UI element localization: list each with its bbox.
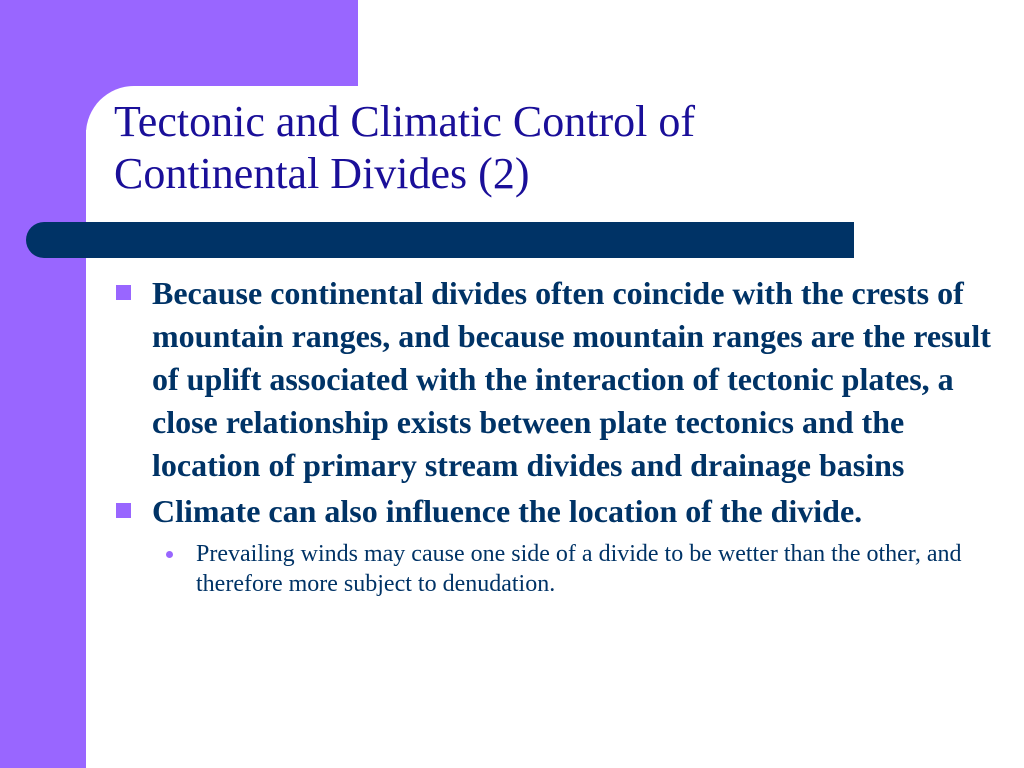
- slide-title-line-2: Continental Divides (2): [114, 149, 530, 198]
- slide-body: [112, 272, 1002, 599]
- bullet-text-2: Climate can also influence the location of the divide.: [152, 493, 863, 529]
- square-bullet-icon: [116, 503, 131, 518]
- bullet-item-1: [112, 272, 1002, 487]
- square-bullet-icon: [116, 285, 131, 300]
- bullet-item-2: [112, 490, 1002, 533]
- sub-bullet-item-1: [152, 539, 1002, 599]
- round-bullet-icon: [166, 551, 173, 558]
- sub-bullet-text-1: Prevailing winds may cause one side of a divide to be wetter than the other, and therefore more subject to denudation.: [196, 541, 962, 597]
- slide-title-line-1: Tectonic and Climatic Control of: [114, 97, 696, 146]
- bullet-text-1: Because continental divides often coincide with the crests of mountain ranges, and because mountain ranges are the result of uplift associated with the interaction of tectonic plates, a close relationship exists between plate tectonics and the location of primary stream divides and drainage basins: [152, 275, 991, 483]
- slide-title: [114, 96, 994, 200]
- title-underline-bar: [26, 222, 854, 258]
